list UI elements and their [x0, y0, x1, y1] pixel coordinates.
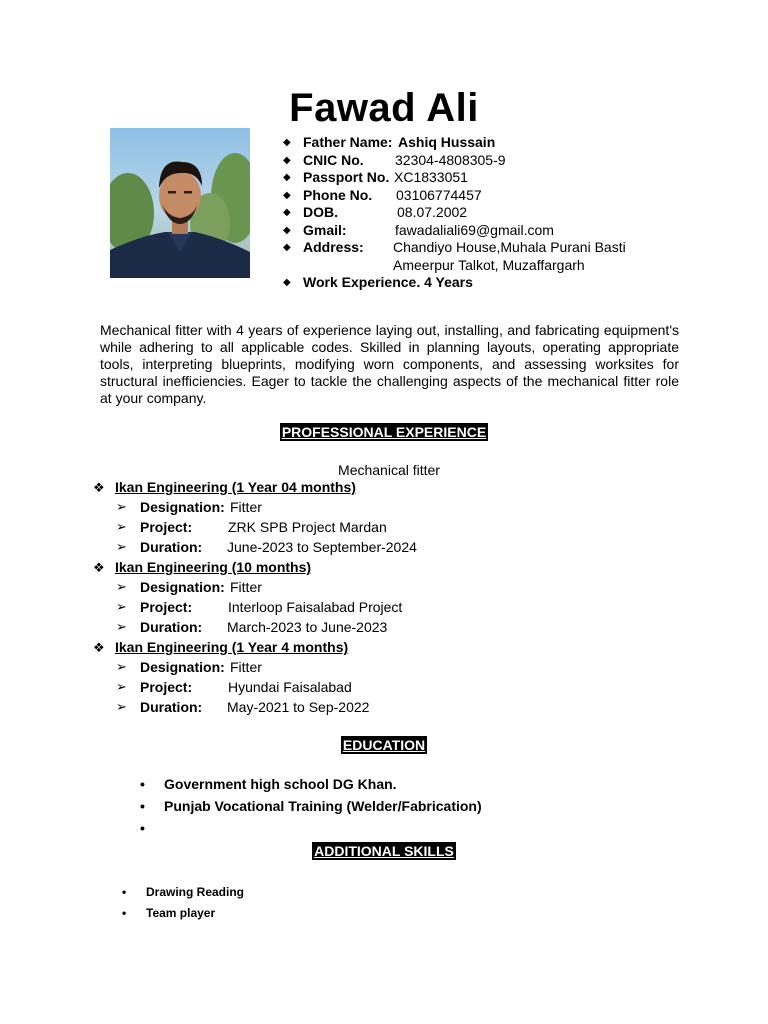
arrow-bullet-icon: ➢: [116, 519, 127, 534]
detail-father: ◆ Father Name: Ashiq Hussain: [283, 134, 496, 150]
arrow-bullet-icon: ➢: [116, 599, 127, 614]
arrow-bullet-icon: ➢: [116, 679, 127, 694]
arrow-bullet-icon: ➢: [116, 659, 127, 674]
detail-cnic: ◆ CNIC No. 32304-4808305-9: [283, 151, 506, 168]
diamond-bullet-icon: ◆: [283, 224, 291, 236]
diamond-bullet-icon: ◆: [283, 189, 291, 201]
arrow-bullet-icon: ➢: [116, 699, 127, 714]
section-heading-education: EDUCATION: [342, 737, 426, 753]
diamond-bullet-icon: ◆: [283, 277, 291, 288]
personal-details: [283, 134, 703, 292]
detail-dob: ◆ DOB. 08.07.2002: [283, 204, 468, 220]
arrow-bullet-icon: ➢: [116, 539, 127, 554]
diamond-outline-icon: ❖: [93, 640, 105, 655]
detail-passport: ◆ Passport No. XC1833051: [283, 169, 468, 185]
diamond-bullet-icon: ◆: [283, 137, 291, 148]
arrow-bullet-icon: ➢: [116, 499, 127, 514]
bullet-icon: •: [140, 798, 145, 814]
section-heading-experience: PROFESSIONAL EXPERIENCE: [281, 424, 487, 440]
company-entry: ❖ Ikan Engineering (10 months): [93, 559, 312, 575]
bullet-icon: •: [122, 906, 127, 920]
diamond-outline-icon: ❖: [93, 480, 105, 495]
bullet-icon: •: [140, 820, 145, 836]
diamond-bullet-icon: ◆: [283, 242, 291, 253]
bullet-icon: •: [122, 885, 127, 899]
profile-photo: [110, 128, 250, 278]
section-heading-skills: ADDITIONAL SKILLS: [314, 843, 454, 859]
bullet-icon: •: [140, 776, 145, 792]
arrow-bullet-icon: ➢: [116, 619, 127, 634]
detail-address-line2: Ameerpur Talkot, Muzaffargarh: [393, 256, 585, 273]
diamond-bullet-icon: ◆: [283, 207, 291, 218]
detail-address: ◆ Address: Chandiyo House,Muhala Purani Basti: [283, 239, 626, 255]
job-role: Mechanical fitter: [338, 462, 440, 478]
detail-phone: ◆ Phone No. 03106774457: [283, 186, 482, 203]
detail-work-experience: ◆ Work Experience. 4 Years: [283, 274, 473, 290]
diamond-outline-icon: ❖: [93, 560, 105, 575]
company-entry: ❖ Ikan Engineering (1 Year 4 months): [93, 639, 349, 655]
arrow-bullet-icon: ➢: [116, 579, 127, 594]
detail-gmail: ◆ Gmail: fawadaliali69@gmail.com: [283, 221, 554, 238]
company-entry: ❖ Ikan Engineering (1 Year 04 months): [93, 479, 356, 495]
diamond-bullet-icon: ◆: [283, 154, 291, 166]
candidate-name: Fawad Ali: [289, 86, 479, 130]
career-summary: Mechanical fitter with 4 years of experience laying out, installing, and fabricating equipment's while adhering to all applicable codes. Skilled in planning layouts, operating appropriate tools, interpreting blueprints, modifying worn components, and assessing worksites for structural inefficiencies. Eager to tackle the challenging aspects of the mechanical fitter role at your company.: [100, 322, 679, 406]
diamond-bullet-icon: ◆: [283, 172, 291, 183]
